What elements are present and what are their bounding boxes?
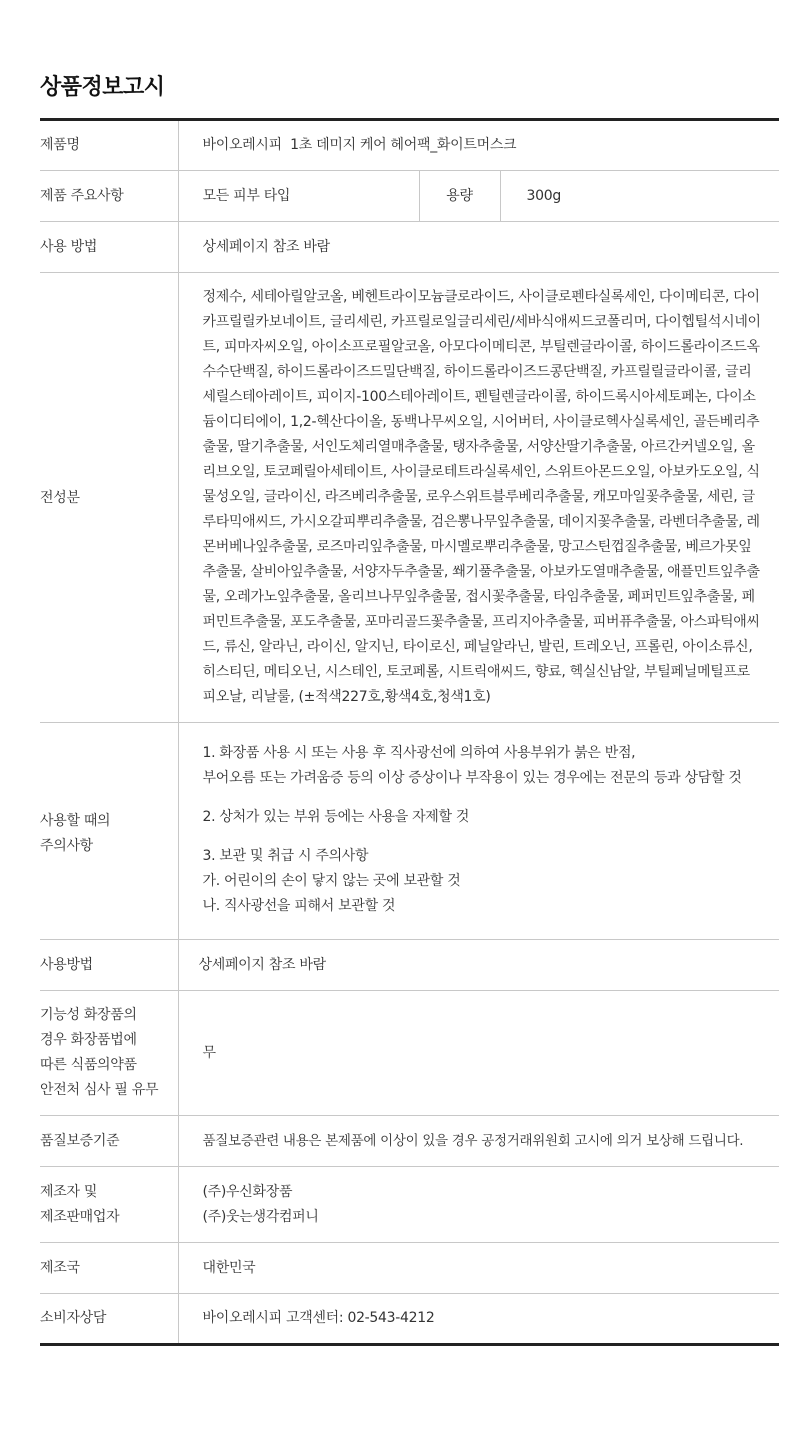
caution-item-3-line2: 가. 어린이의 손이 닿지 않는 곳에 보관할 것	[202, 873, 461, 889]
functional-label	[40, 991, 178, 1116]
quality-value: 품질보증관련 내용은 본제품에 이상이 있을 경우 공정거래위원회 고시에 의거 보상해 드립니다.	[178, 1116, 779, 1167]
product-name-label: 제품명	[40, 120, 178, 171]
functional-label-line2: 경우 화장품법에	[40, 1032, 137, 1048]
quality-label: 품질보증기준	[40, 1116, 178, 1167]
caution-value	[178, 723, 779, 940]
consumer-value: 바이오레시피 고객센터: 02-543-4212	[202, 1310, 435, 1326]
row-manufacturer	[40, 1167, 779, 1243]
main-spec-label: 제품 주요사항	[40, 171, 178, 222]
functional-label-line1: 기능성 화장품의	[40, 1007, 137, 1023]
page-title: 상품정보고시	[40, 75, 165, 100]
row-usage2	[40, 940, 779, 991]
manufacturer-value-line2: (주)웃는생각컴퍼니	[202, 1208, 319, 1225]
row-country	[40, 1243, 779, 1294]
functional-value: 무	[178, 991, 779, 1116]
product-name-value: 바이오레시피 1초 데미지 케어 헤어팩_화이트머스크	[178, 120, 779, 171]
row-functional	[40, 991, 779, 1116]
row-ingredients	[40, 273, 779, 723]
ingredients-value: 정제수, 세테아릴알코올, 베헨트라이모늄클로라이드, 사이클로펜타실록세인, 다이메티콘, 다이카프릴릴카보네이트, 글리세린, 카프릴로일글리세린/세바식애씨드코폴리머, 다이헵틸석시네이트, 피마자씨오일, 아이소프로필알코올, 아모다이메티콘, 부틸렌글라이콜, 하이드롤라이즈드옥수수단백질, 하이드롤라이즈드밀단백질, 하이드롤라이즈드콩단백질, 카프릴릴글라이콜, 글리세릴스테아레이트, 피이지-100스테아레이트, 펜틸렌글라이콜, 하이드록시아세토페논, 다이소듐이디티에이, 1,2-헥산다이올, 동백나무씨오일, 시어버터, 사이클로헥사실록세인, 골든베리추출물, 딸기추출물, 서인도체리열매추출물, 탱자추출물, 서양산딸기추출물, 아르간커넬오일, 올리브오일, 토코페릴아세테이트, 사이클로테트라실록세인, 스위트아몬드오일, 아보카도오일, 식물성오일, 글라이신, 라즈베리추출물, 로우스위트블루베리추출물, 캐모마일꽃추출물, 세린, 글루타믹애씨드, 가시오갈피뿌리추출물, 검은뽕나무잎추출물, 데이지꽃추출물, 라벤더추출물, 레몬버베나잎추출물, 로즈마리잎추출물, 마시멜로뿌리추출물, 망고스틴껍질추출물, 베르가못잎추출물, 살비아잎추출물, 서양자두추출물, 쐐기풀추출물, 아보카도열매추출물, 애플민트잎추출물, 오레가노잎추출물, 올리브나무잎추출물, 접시꽃추출물, 타임추출물, 페퍼민트잎추출물, 페퍼민트추출물, 포도추출물, 포마리골드꽃추출물, 프리지아추출물, 피버퓨추출물, 아스파틱애씨드, 류신, 알라닌, 라이신, 알지닌, 타이로신, 페닐알라닌, 발린, 트레오닌, 프롤린, 아이소류신, 히스티딘, 메티오닌, 시스테인, 토코페롤, 시트릭애씨드, 향료, 헥실신남알, 부틸페닐메틸프로피오날, 리날룰, (±적색227호,황색4호,청색1호)	[178, 273, 779, 723]
caution-label-line1: 사용할 때의	[40, 813, 111, 829]
caution-label-line2: 주의사항	[40, 838, 93, 854]
caution-label	[40, 723, 178, 940]
row-quality	[40, 1116, 779, 1167]
usage2-label: 사용방법	[40, 940, 178, 991]
row-product-name	[40, 120, 779, 171]
functional-label-line3: 따른 식품의약품	[40, 1057, 137, 1073]
manufacturer-value	[178, 1167, 779, 1243]
main-spec-value: 모든 피부 타입	[178, 171, 419, 222]
caution-item-1-line2: 부어오름 또는 가려움증 등의 이상 증상이나 부작용이 있는 경우에는 전문의 등과 상담할 것	[202, 770, 742, 786]
country-label: 제조국	[40, 1243, 178, 1294]
product-info-table	[40, 118, 779, 1346]
manufacturer-label-line1: 제조자 및	[40, 1183, 98, 1200]
volume-value: 300g	[500, 171, 779, 222]
row-caution	[40, 723, 779, 940]
usage2-value: 상세페이지 참조 바람	[178, 940, 779, 991]
country-value: 대한민국	[178, 1243, 779, 1294]
manufacturer-value-line1: (주)우신화장품	[202, 1183, 293, 1200]
caution-item-2-text: 2. 상처가 있는 부위 등에는 사용을 자제할 것	[202, 809, 470, 825]
caution-item-2	[203, 805, 764, 830]
caution-item-3-line1: 3. 보관 및 취급 시 주의사항	[202, 848, 369, 864]
consumer-label: 소비자상담	[40, 1294, 178, 1345]
caution-item-3	[203, 844, 764, 919]
row-consumer	[40, 1294, 779, 1345]
row-main-spec	[40, 171, 779, 222]
row-usage	[40, 222, 779, 273]
usage-label: 사용 방법	[40, 222, 178, 273]
caution-item-1	[203, 741, 764, 791]
ingredients-label: 전성분	[40, 273, 178, 723]
manufacturer-label-line2: 제조판매업자	[40, 1208, 120, 1225]
volume-label: 용량	[419, 171, 500, 222]
usage-value: 상세페이지 참조 바람	[178, 222, 779, 273]
caution-item-1-line1: 1. 화장품 사용 시 또는 사용 후 직사광선에 의하여 사용부위가 붉은 반점,	[202, 745, 636, 761]
functional-label-line4: 안전처 심사 필 유무	[40, 1082, 159, 1098]
manufacturer-label	[40, 1167, 178, 1243]
caution-item-3-line3: 나. 직사광선을 피해서 보관할 것	[202, 898, 396, 914]
